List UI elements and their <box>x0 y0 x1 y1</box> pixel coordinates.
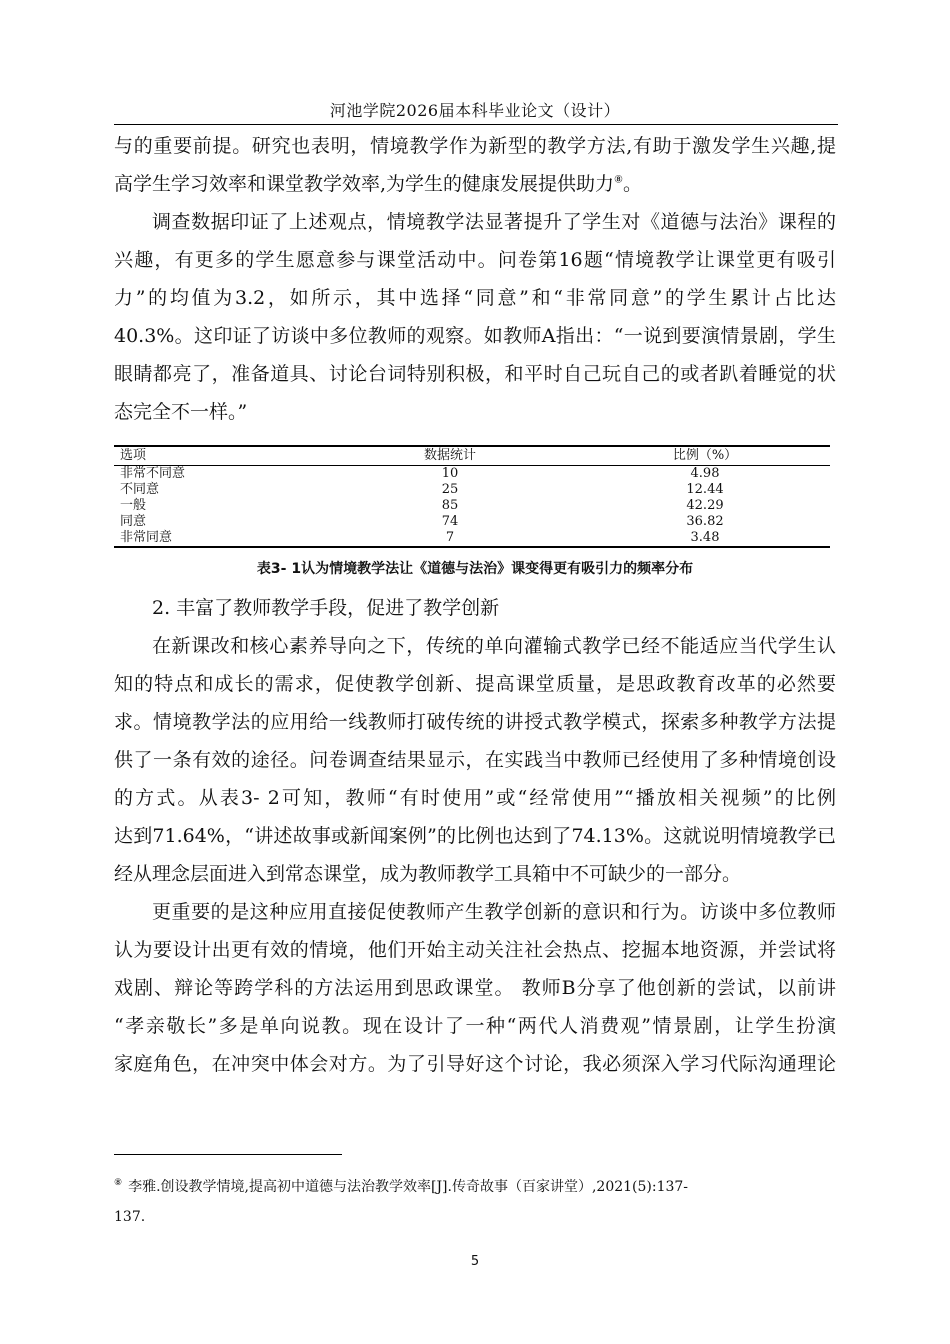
footnote <box>114 1172 834 1232</box>
text-line: 经从理念层面进入到常态课堂，成为教师教学工具箱中不可缺少的一部分。 <box>114 863 742 885</box>
table-cell: 不同意 <box>120 482 160 497</box>
table-cell: 25 <box>441 482 459 497</box>
table-caption: 表3- 1认为情境教学法让《道德与法治》课变得更有吸引力的频率分布 <box>256 561 694 577</box>
text-line <box>114 165 836 203</box>
table-row <box>114 482 830 498</box>
table-cell: 10 <box>441 466 459 481</box>
text-line: 态完全不一样。” <box>114 401 248 423</box>
table-cell: 同意 <box>120 514 147 529</box>
table-cell: 36.82 <box>686 514 724 529</box>
text-line: 在新课改和核心素养导向之下，传统的单向灌输式教学已经不能适应当代学生认 <box>152 635 836 657</box>
table-cell: 12.44 <box>686 482 724 497</box>
text-line: 力”的均值为3.2，如所示，其中选择“同意”和“非常同意”的学生累计占比达 <box>114 287 836 309</box>
text-line: 更重要的是这种应用直接促使教师产生教学创新的意识和行为。访谈中多位教师 <box>152 901 836 923</box>
text-line: 知的特点和成长的需求，促使教学创新、提高课堂质量，是思政教育改革的必然要 <box>114 673 836 695</box>
text-line: 兴趣，有更多的学生愿意参与课堂活动中。问卷第16题“情境教学让课堂更有吸引 <box>114 249 836 271</box>
text-line: 眼睛都亮了，准备道具、讨论台词特别积极，和平时自己玩自己的或者趴着睡觉的状 <box>114 363 836 385</box>
text-line: 认为要设计出更有效的情境，他们开始主动关注社会热点、挖掘本地资源，并尝试将 <box>114 939 836 961</box>
footnote-text: 李雅.创设教学情境,提高初中道德与法治教学效率[J].传奇故事（百家讲堂）,2021(5):137- <box>128 1179 689 1195</box>
table-row <box>114 498 830 514</box>
table-header-cell: 选项 <box>114 446 320 466</box>
text-line: 供了一条有效的途径。问卷调查结果显示，在实践当中教师已经使用了多种情境创设 <box>114 749 836 771</box>
table-cell: 非常同意 <box>114 530 320 547</box>
table-header-row <box>114 446 830 466</box>
text-line: 求。情境教学法的应用给一线教师打破传统的讲授式教学模式，探索多种教学方法提 <box>114 711 836 733</box>
text-line: 的方式。从表3- 2可知，教师“有时使用”或“经常使用”“播放相关视频”的比例 <box>114 787 836 809</box>
table-row <box>114 530 830 547</box>
table-cell: 4.98 <box>690 466 720 481</box>
table-cell: 3.48 <box>580 530 830 547</box>
frequency-table <box>114 445 830 548</box>
text-line: 戏剧、辩论等跨学科的方法运用到思政课堂。 教师B分享了他创新的尝试，以前讲 <box>114 977 836 999</box>
text-line: 家庭角色，在冲突中体会对方。为了引导好这个讨论，我必须深入学习代际沟通理论 <box>114 1053 836 1075</box>
text-line: 调查数据印证了上述观点，情境教学法显著提升了学生对《道德与法治》课程的 <box>152 211 836 233</box>
footnote-separator <box>114 1154 342 1155</box>
text-line: 40.3%。这印证了访谈中多位教师的观察。如教师A指出：“一说到要演情景剧，学生 <box>114 325 836 347</box>
page-header: 河池学院2026届本科毕业论文（设计） <box>329 101 621 120</box>
footnote-mark: ⑧ <box>114 1178 123 1189</box>
text-span: 高学生学习效率和课堂教学效率,为学生的健康发展提供助力 <box>114 173 615 195</box>
table-cell: 85 <box>441 498 459 513</box>
table-cell: 一般 <box>120 498 147 513</box>
table-cell: 42.29 <box>686 498 724 513</box>
footnote-line: 137. <box>114 1209 146 1225</box>
body-bottom <box>114 589 836 1083</box>
table-header-cell: 比例（%） <box>580 446 830 466</box>
text-line: “孝亲敬长”多是单向说教。现在设计了一种“两代人消费观”情景剧，让学生扮演 <box>114 1015 836 1037</box>
footnote-ref[interactable]: ⑧ <box>614 174 624 186</box>
body-top <box>114 127 836 431</box>
table-cell: 7 <box>320 530 580 547</box>
text-line: 达到71.64%，“讲述故事或新闻案例”的比例也达到了74.13%。这就说明情境教学已 <box>114 825 836 847</box>
table-header-cell: 数据统计 <box>320 446 580 466</box>
table-row <box>114 466 830 483</box>
page-number: 5 <box>470 1254 480 1269</box>
table-row <box>114 514 830 530</box>
section-heading: 2. 丰富了教师教学手段，促进了教学创新 <box>152 597 500 619</box>
text-line: 与的重要前提。研究也表明，情境教学作为新型的教学方法,有助于激发学生兴趣,提 <box>114 135 836 157</box>
text-span: 。 <box>623 173 643 195</box>
table-cell: 非常不同意 <box>120 466 186 481</box>
header-rule <box>114 124 838 125</box>
footnote-line <box>114 1172 834 1202</box>
table-cell: 74 <box>441 514 459 529</box>
